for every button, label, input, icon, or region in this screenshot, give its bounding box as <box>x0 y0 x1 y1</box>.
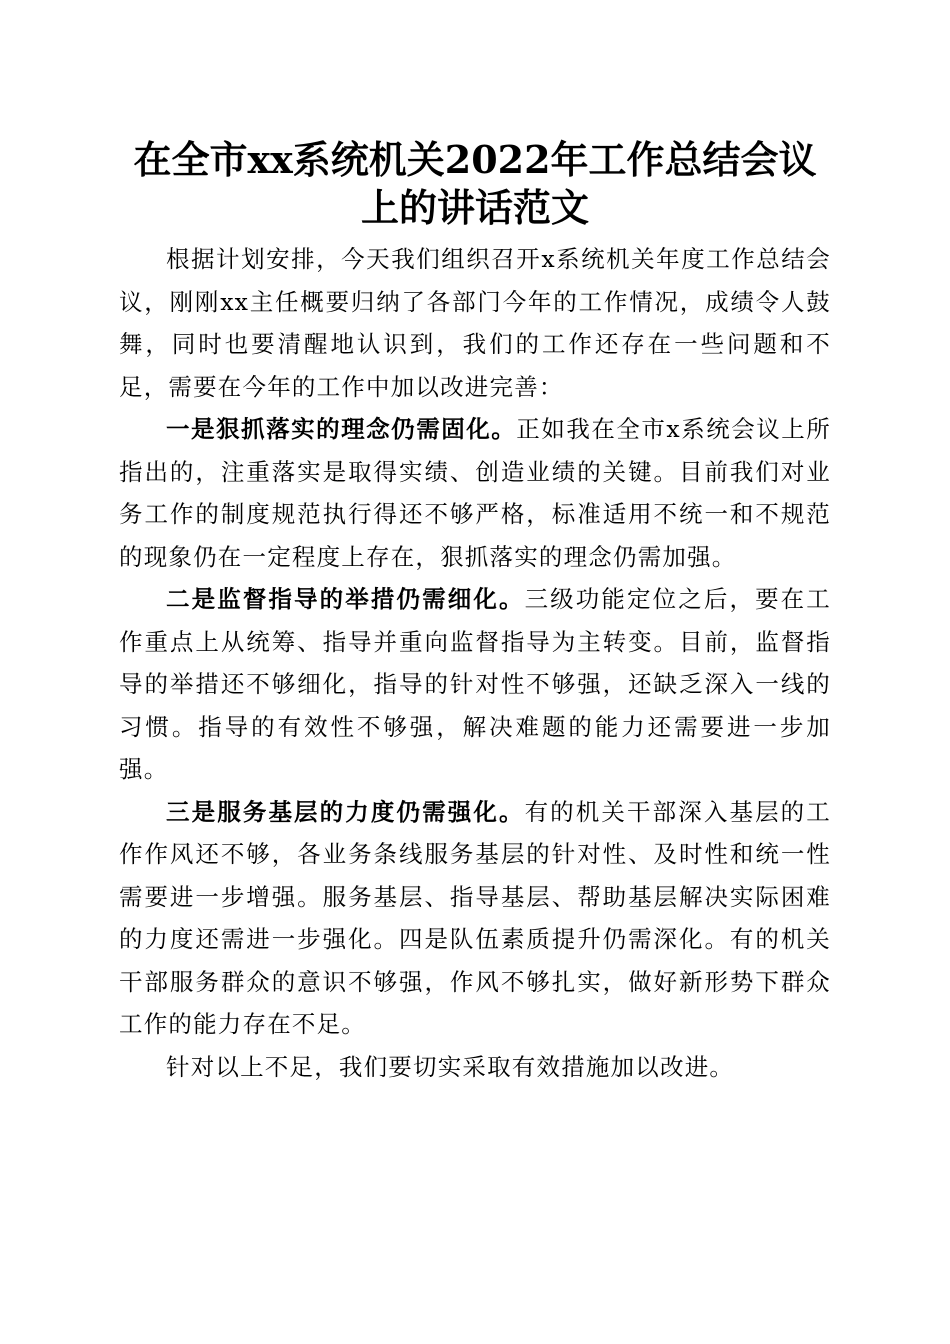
paragraph-point-two <box>119 578 831 791</box>
document-body <box>119 238 831 1088</box>
paragraph-lead: 二是监督指导的举措仍需细化。 <box>166 585 525 613</box>
paragraph-point-three <box>119 791 831 1046</box>
document-content <box>119 136 831 1088</box>
paragraph-point-one <box>119 408 831 578</box>
document-title: 在全市xx系统机关2022年工作总结会议上的讲话范文 <box>133 137 817 230</box>
paragraph-lead: 一是狠抓落实的理念仍需固化。 <box>166 415 517 443</box>
paragraph-text: 三级功能定位之后，要在工作重点上从统筹、指导并重向监督指导为主转变。目前，监督指导的举措还不够细化，指导的针对性不够强，还缺乏深入一线的习惯。指导的有效性不够强，解决难题的能力还需要进一步加强。 <box>119 585 831 783</box>
paragraph-text: 根据计划安排，今天我们组织召开x系统机关年度工作总结会议，刚刚xx主任概要归纳了各部门今年的工作情况，成绩令人鼓舞，同时也要清醒地认识到，我们的工作还存在一些问题和不足，需要在今年的工作中加以改进完善： <box>119 245 831 401</box>
paragraph-text: 正如我在全市x系统会议上所指出的，注重落实是取得实绩、创造业绩的关键。目前我们对业务工作的制度规范执行得还不够严格，标准适用不统一和不规范的现象仍在一定程度上存在，狠抓落实的理念仍需加强。 <box>119 415 831 571</box>
paragraph-text: 有的机关干部深入基层的工作作风还不够，各业务条线服务基层的针对性、及时性和统一性需要进一步增强。服务基层、指导基层、帮助基层解决实际困难的力度还需进一步强化。四是队伍素质提升仍需深化。有的机关干部服务群众的意识不够强，作风不够扎实，做好新形势下群众工作的能力存在不足。 <box>119 797 831 1038</box>
paragraph-intro <box>119 238 831 408</box>
paragraph-closing <box>119 1046 831 1089</box>
paragraph-lead: 三是服务基层的力度仍需强化。 <box>166 797 525 826</box>
paragraph-text: 针对以上不足，我们要切实采取有效措施加以改进。 <box>166 1052 735 1081</box>
